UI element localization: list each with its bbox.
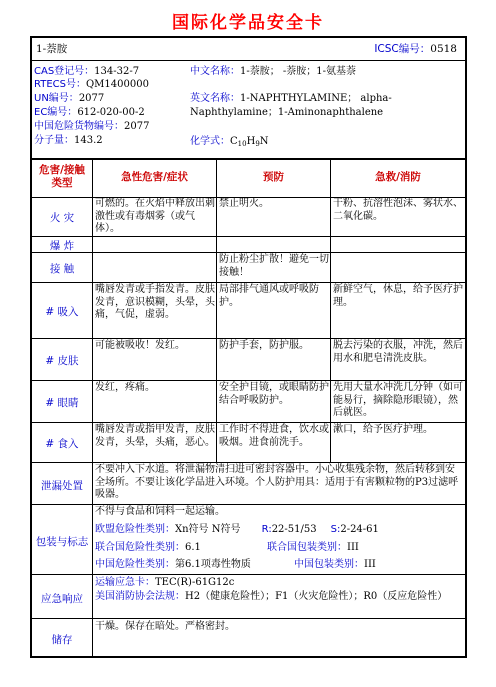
packaging-note: 不得与食品和饲料一起运输。 [95, 506, 225, 517]
eu-hazard-class: 欧盟危险性类别：Xn符号 N符号 R:22-51/53 S:2-24-61 [95, 524, 379, 535]
contact-prevention: 防止粉尘扩散！避免一切接触！ [219, 254, 329, 278]
china-danger-number: 中国危险货物编号：2077 [34, 121, 150, 132]
inhalation-first-aid: 新鲜空气，休息，给予医疗护理。 [333, 284, 463, 308]
col-header-prevention: 预防 [263, 171, 284, 183]
un-hazard-class: 联合国危险性类别：6.1 [95, 542, 201, 553]
nfpa-code: 美国消防协会法规：H2（健康危险性）；F1（火灾危险性）；R0（反应危险性） [95, 591, 448, 602]
english-name: 英文名称：1-NAPHTHYLAMINE； alpha- [190, 93, 392, 104]
icsc-number: ICSC编号：0518 [374, 43, 457, 55]
col-header-first-aid: 急救/消防 [375, 171, 421, 183]
category-explosion: 爆 炸 [49, 240, 75, 252]
chinese-name: 中文名称：1-萘胺； -萘胺；1-氨基萘 [190, 66, 357, 77]
category-eyes: # 眼睛 [45, 397, 79, 409]
un-number: UN编号：2077 [34, 93, 105, 104]
eyes-prevention: 安全护目镜，或眼睛防护结合呼吸防护。 [219, 382, 329, 406]
molecular-weight: 分子量：143.2 [34, 135, 103, 146]
chemical-name: 1-萘胺 [36, 43, 68, 55]
skin-symptoms: 可能被吸收！发红。 [95, 340, 185, 351]
leak-text: 不要冲入下水道。将泄漏物清扫进可密封容器中。小心收集残余物，然后转移到安全场所。不要让该化学品进入环境。个人防护用具：适用于有害颗粒物的P3过滤呼吸器。 [95, 464, 459, 500]
transport-emergency-card: 运输应急卡：TEC(R)-61G12c [95, 577, 235, 588]
storage-text: 干燥。保存在暗处。严格密封。 [95, 621, 235, 632]
page-title: 国际化学品安全卡 [172, 13, 324, 33]
category-leak: 泄漏处置 [41, 480, 83, 492]
chemical-formula: 化学式：$C_{10}H_9N$ [190, 136, 269, 148]
china-hazard-class: 中国危险性类别：第6.1项毒性物质 [95, 559, 251, 570]
ingestion-prevention: 工作时不得进食，饮水或吸烟。进食前洗手。 [219, 424, 329, 448]
category-skin: # 皮肤 [45, 355, 79, 367]
eyes-symptoms: 发红，疼痛。 [95, 382, 155, 393]
fire-prevention: 禁止明火。 [219, 198, 269, 209]
category-packaging: 包装与标志 [35, 536, 89, 548]
category-emergency: 应急响应 [41, 593, 83, 605]
inhalation-prevention: 局部排气通风或呼吸防护。 [219, 284, 319, 308]
safety-card [30, 36, 467, 658]
fire-first-aid: 干粉、抗溶性泡沫、雾状水、二氧化碳。 [333, 198, 463, 222]
un-packing-group: 联合国包装类别：III [267, 542, 359, 553]
ingestion-symptoms: 嘴唇发青或指甲发青，皮肤发青，头晕，头痛，恶心。 [95, 424, 215, 448]
cas-number: CAS登记号：134-32-7 [34, 66, 140, 77]
skin-first-aid: 脱去污染的衣服，冲洗，然后用水和肥皂清洗皮肤。 [333, 340, 463, 364]
skin-prevention: 防护手套，防护服。 [219, 340, 309, 351]
col-header-type: 危害/接触 类型 [39, 164, 85, 189]
china-packing-group: 中国包装类别：III [294, 559, 376, 570]
inhalation-symptoms: 嘴唇发青或手指发青。皮肤发青，意识模糊，头晕，头痛，气促，虚弱。 [95, 284, 215, 320]
ingestion-first-aid: 漱口，给予医疗护理。 [333, 424, 433, 435]
eyes-first-aid: 先用大量水冲洗几分钟（如可能易行，摘除隐形眼镜），然后就医。 [333, 382, 463, 418]
col-header-symptoms: 急性危害/症状 [121, 171, 188, 183]
category-inhalation: # 吸入 [45, 306, 79, 318]
category-fire: 火 灾 [49, 212, 75, 224]
fire-symptoms: 可燃的。在火焰中释放出刺激性或有毒烟雾（或气体）。 [95, 198, 215, 234]
category-storage: 储存 [51, 634, 73, 646]
rtecs-number: RTECS号：QM1400000 [34, 79, 149, 90]
english-name-cont: Naphthylamine；1-Aminonaphthalene [190, 107, 384, 118]
category-contact: 接 触 [49, 263, 75, 275]
ec-number: EC编号：612-020-00-2 [34, 107, 145, 118]
category-ingestion: # 食入 [45, 438, 79, 450]
